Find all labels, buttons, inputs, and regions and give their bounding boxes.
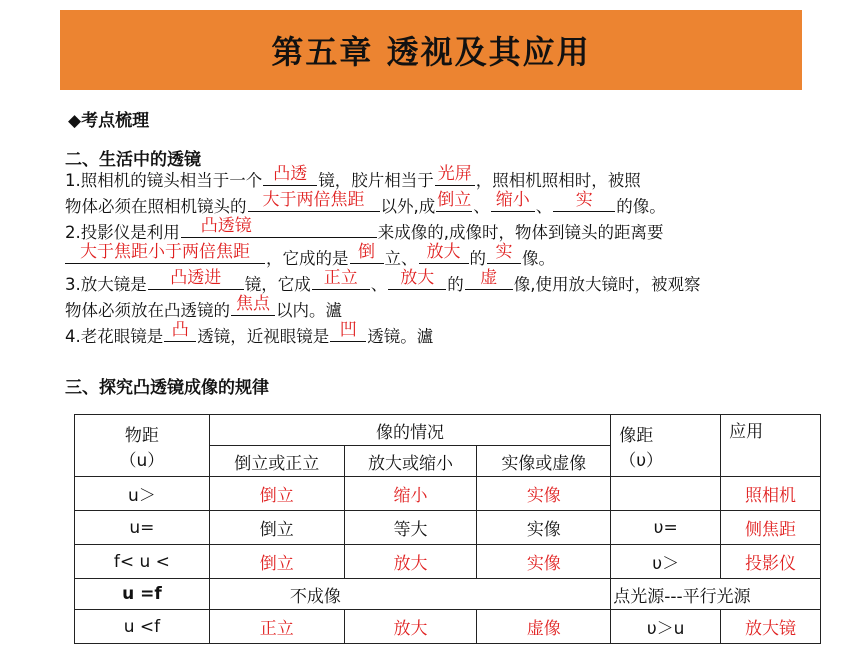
answer-blank: 虚 [465, 270, 513, 290]
para-line-3: 2.投影仪是利用 凸透镜 来成像的,成像时，物体到镜头的距离要 [65, 216, 664, 242]
header-orientation: 倒立或正立 [209, 446, 344, 477]
answer-blank: 倒立 [437, 190, 472, 210]
answer-blank: 缩小 [491, 192, 535, 212]
table-row: f< u < 倒立 放大 实像 υ＞ 投影仪 [75, 545, 821, 579]
para-line-1: 1.照相机的镜头相当于一个 凸透 镜，胶片相当于 光屏 ，照相机照相时，被照 [65, 164, 641, 190]
chapter-title: 第五章 透视及其应用 [271, 33, 591, 71]
lens-imaging-table [74, 414, 821, 644]
table-row: u＞ 倒立 缩小 实像 照相机 [75, 477, 821, 511]
answer-blank: 实 [487, 244, 521, 264]
header-size: 放大或缩小 [344, 446, 477, 477]
header-object-distance: 物距 （u） [75, 415, 210, 477]
answer-blank: 凸 [164, 322, 196, 342]
answer-blank: 凸透镜 [181, 218, 377, 238]
chapter-banner [60, 10, 802, 90]
section-2-heading: 二、生活中的透镜 [65, 150, 201, 170]
answer-blank: 实 [553, 192, 615, 212]
answer-blank: 光屏 [435, 166, 475, 186]
para-line-6: 物体必须放在凸透镜的 焦点 以内。瀘 [65, 294, 342, 320]
para-line-7: 4.老花眼镜是 凸 透镜，近视眼镜是 凹 透镜。瀘 [65, 320, 434, 346]
answer-blank: 焦点 [231, 296, 275, 316]
table-row: u <f 正立 放大 虚像 υ＞u 放大镜 [75, 610, 821, 644]
header-image-situation: 像的情况 [209, 415, 610, 446]
header-image-type: 实像或虚像 [477, 446, 611, 477]
header-application: 应用 [721, 415, 821, 477]
answer-blank: 放大 [419, 244, 469, 264]
answer-blank: 放大 [388, 270, 446, 290]
para-line-5: 3.放大镜是 凸透进 镜，它成 正立 、 放大 的 虚 像,使用放大镜时，被观察 [65, 268, 701, 294]
table-row: u= 倒立 等大 实像 υ= 侧焦距 [75, 511, 821, 545]
header-image-distance: 像距 （υ） [611, 415, 721, 477]
section-3-heading: 三、探究凸透镜成像的规律 [65, 378, 269, 398]
para-line-2: 物体必须在照相机镜头的 大于两倍焦距 以外,成 倒立 、 缩小 、 实 的像。 [65, 190, 666, 216]
para-line-4: 大于焦距小于两倍焦距 ，它成的是 倒 立、 放大 的 实 像。 [65, 244, 805, 272]
answer-blank: 凸透进 [148, 270, 244, 290]
answer-blank: 倒 [350, 244, 384, 264]
answer-blank: 大于焦距小于两倍焦距 [65, 244, 265, 264]
answer-blank: 正立 [312, 270, 370, 290]
answer-blank: 大于两倍焦距 [248, 192, 380, 212]
answer-blank: 凹 [330, 322, 366, 342]
outline-heading: ◆考点梳理 [68, 111, 150, 131]
table-row: u =f 不成像 点光源---平行光源 [75, 579, 821, 610]
answer-blank: 凸透 [263, 166, 317, 186]
